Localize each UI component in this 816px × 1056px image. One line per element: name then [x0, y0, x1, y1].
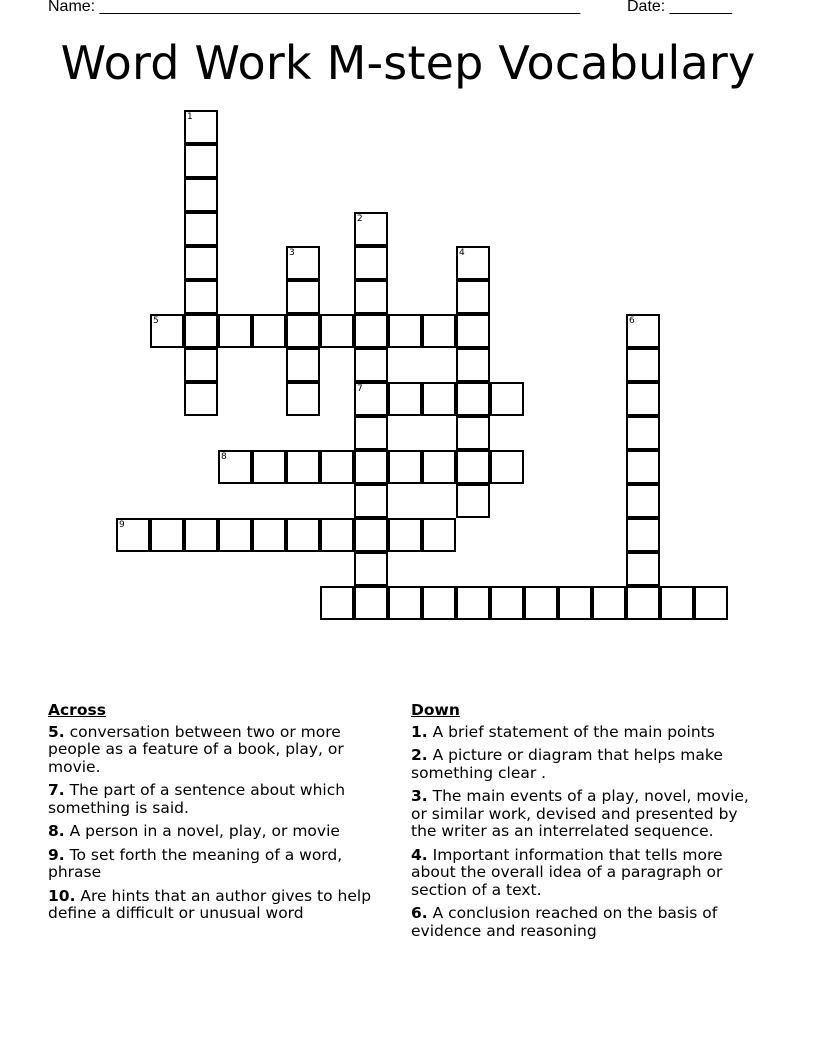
crossword-cell[interactable]	[626, 382, 660, 416]
crossword-cell[interactable]	[184, 314, 218, 348]
crossword-cell[interactable]	[218, 314, 252, 348]
crossword-cell[interactable]	[354, 280, 388, 314]
clue-number-label: 9	[119, 520, 125, 530]
clue-number: 1.	[411, 722, 428, 741]
crossword-cell[interactable]	[354, 484, 388, 518]
across-clue-8	[48, 823, 388, 841]
crossword-cell[interactable]	[286, 450, 320, 484]
crossword-cell[interactable]	[252, 518, 286, 552]
across-clue-5	[48, 724, 388, 777]
down-clue-3	[411, 788, 751, 841]
down-clue-1	[411, 724, 751, 742]
crossword-cell[interactable]	[320, 314, 354, 348]
crossword-cell[interactable]	[354, 552, 388, 586]
crossword-cell[interactable]	[184, 212, 218, 246]
crossword-cell[interactable]	[388, 314, 422, 348]
crossword-cell[interactable]	[320, 586, 354, 620]
crossword-cell[interactable]	[354, 586, 388, 620]
down-clues	[411, 702, 751, 946]
crossword-cell[interactable]	[354, 518, 388, 552]
clue-text: A picture or diagram that helps make something clear .	[411, 746, 723, 782]
clue-number: 10.	[48, 886, 76, 905]
crossword-cell[interactable]	[524, 586, 558, 620]
crossword-cell[interactable]	[354, 348, 388, 382]
crossword-cell[interactable]	[252, 450, 286, 484]
clue-number-label: 5	[153, 316, 159, 326]
crossword-cell[interactable]	[354, 382, 388, 416]
crossword-cell[interactable]	[286, 518, 320, 552]
clue-number-label: 1	[187, 112, 193, 122]
clue-text: Are hints that an author gives to help define a difficult or unusual word	[48, 886, 372, 922]
down-clue-2	[411, 747, 751, 782]
crossword-cell[interactable]	[422, 586, 456, 620]
crossword-cell[interactable]	[184, 178, 218, 212]
crossword-cell[interactable]	[456, 450, 490, 484]
crossword-cell[interactable]	[286, 382, 320, 416]
crossword-cell[interactable]	[388, 450, 422, 484]
crossword-cell[interactable]	[354, 212, 388, 246]
crossword-cell[interactable]	[456, 416, 490, 450]
crossword-cell[interactable]	[626, 484, 660, 518]
crossword-cell[interactable]	[456, 314, 490, 348]
crossword-cell[interactable]	[184, 110, 218, 144]
crossword-cell[interactable]	[456, 586, 490, 620]
clue-number-label: 3	[289, 248, 295, 258]
crossword-cell[interactable]	[694, 586, 728, 620]
crossword-cell[interactable]	[184, 246, 218, 280]
clue-text: Important information that tells more about the overall idea of a paragraph or section of a text.	[411, 845, 723, 899]
crossword-cell[interactable]	[184, 348, 218, 382]
name-field-line: Name: ______________________________________________________	[48, 0, 581, 15]
crossword-cell[interactable]	[626, 586, 660, 620]
clue-number: 4.	[411, 845, 428, 864]
clue-number-label: 8	[221, 452, 227, 462]
clue-number: 5.	[48, 722, 65, 741]
date-field-line: Date: _______	[627, 0, 732, 15]
clue-number-label: 2	[357, 214, 363, 224]
crossword-cell[interactable]	[626, 348, 660, 382]
crossword-cell[interactable]	[252, 314, 286, 348]
crossword-cell[interactable]	[626, 552, 660, 586]
crossword-cell[interactable]	[286, 280, 320, 314]
clue-number-label: 6	[629, 316, 635, 326]
crossword-cell[interactable]	[490, 586, 524, 620]
crossword-cell[interactable]	[592, 586, 626, 620]
clue-number: 2.	[411, 746, 428, 764]
crossword-cell[interactable]	[388, 382, 422, 416]
crossword-cell[interactable]	[456, 280, 490, 314]
across-clue-10	[48, 888, 388, 923]
crossword-cell[interactable]	[354, 416, 388, 450]
page-title: Word Work M-step Vocabulary	[60, 36, 756, 90]
crossword-cell[interactable]	[320, 450, 354, 484]
crossword-cell[interactable]	[354, 314, 388, 348]
across-clue-9	[48, 847, 388, 882]
crossword-cell[interactable]	[116, 518, 150, 552]
crossword-cell[interactable]	[626, 450, 660, 484]
crossword-cell[interactable]	[354, 450, 388, 484]
crossword-cell[interactable]	[456, 382, 490, 416]
across-heading: Across	[48, 701, 106, 719]
crossword-cell[interactable]	[150, 314, 184, 348]
crossword-cell[interactable]	[626, 416, 660, 450]
crossword-cell[interactable]	[184, 382, 218, 416]
crossword-cell[interactable]	[422, 518, 456, 552]
crossword-cell[interactable]	[184, 280, 218, 314]
clue-text: A person in a novel, play, or movie	[69, 822, 340, 840]
crossword-cell[interactable]	[218, 518, 252, 552]
down-clue-4	[411, 847, 751, 900]
clue-number: 6.	[411, 904, 428, 922]
crossword-cell[interactable]	[354, 246, 388, 280]
clue-number: 9.	[48, 845, 65, 864]
crossword-cell[interactable]	[422, 450, 456, 484]
clue-number-label: 7	[357, 384, 363, 394]
across-clues	[48, 702, 388, 929]
down-clue-6	[411, 905, 751, 940]
crossword-cell[interactable]	[184, 518, 218, 552]
crossword-cell[interactable]	[422, 314, 456, 348]
crossword-cell[interactable]	[388, 518, 422, 552]
down-heading: Down	[411, 701, 460, 719]
crossword-cell[interactable]	[558, 586, 592, 620]
crossword-cell[interactable]	[626, 314, 660, 348]
clue-text: The part of a sentence about which something is said.	[48, 781, 346, 817]
crossword-cell[interactable]	[456, 484, 490, 518]
crossword-cell[interactable]	[490, 382, 524, 416]
crossword-cell[interactable]	[150, 518, 184, 552]
clue-number: 8.	[48, 822, 65, 840]
crossword-cell[interactable]	[490, 450, 524, 484]
crossword-cell[interactable]	[456, 246, 490, 280]
crossword-cell[interactable]	[184, 144, 218, 178]
crossword-cell[interactable]	[320, 518, 354, 552]
crossword-cell[interactable]	[626, 518, 660, 552]
crossword-cell[interactable]	[388, 586, 422, 620]
clue-number-label: 4	[459, 248, 465, 258]
clue-text: The main events of a play, novel, movie, or similar work, devised and presented by the writer as an interrelated sequence.	[411, 787, 749, 840]
crossword-cell[interactable]	[286, 314, 320, 348]
clue-number: 7.	[48, 781, 65, 799]
clue-text: A brief statement of the main points	[432, 722, 715, 741]
crossword-cell[interactable]	[286, 246, 320, 280]
crossword-cell[interactable]	[456, 348, 490, 382]
crossword-cell[interactable]	[286, 348, 320, 382]
crossword-cell[interactable]	[660, 586, 694, 620]
clue-text: To set forth the meaning of a word, phrase	[48, 845, 343, 881]
across-clue-7	[48, 782, 388, 817]
clue-text: conversation between two or more people as a feature of a book, play, or movie.	[48, 722, 344, 776]
clue-text: A conclusion reached on the basis of evidence and reasoning	[411, 904, 718, 940]
clue-number: 3.	[411, 787, 428, 805]
crossword-cell[interactable]	[218, 450, 252, 484]
crossword-cell[interactable]	[422, 382, 456, 416]
